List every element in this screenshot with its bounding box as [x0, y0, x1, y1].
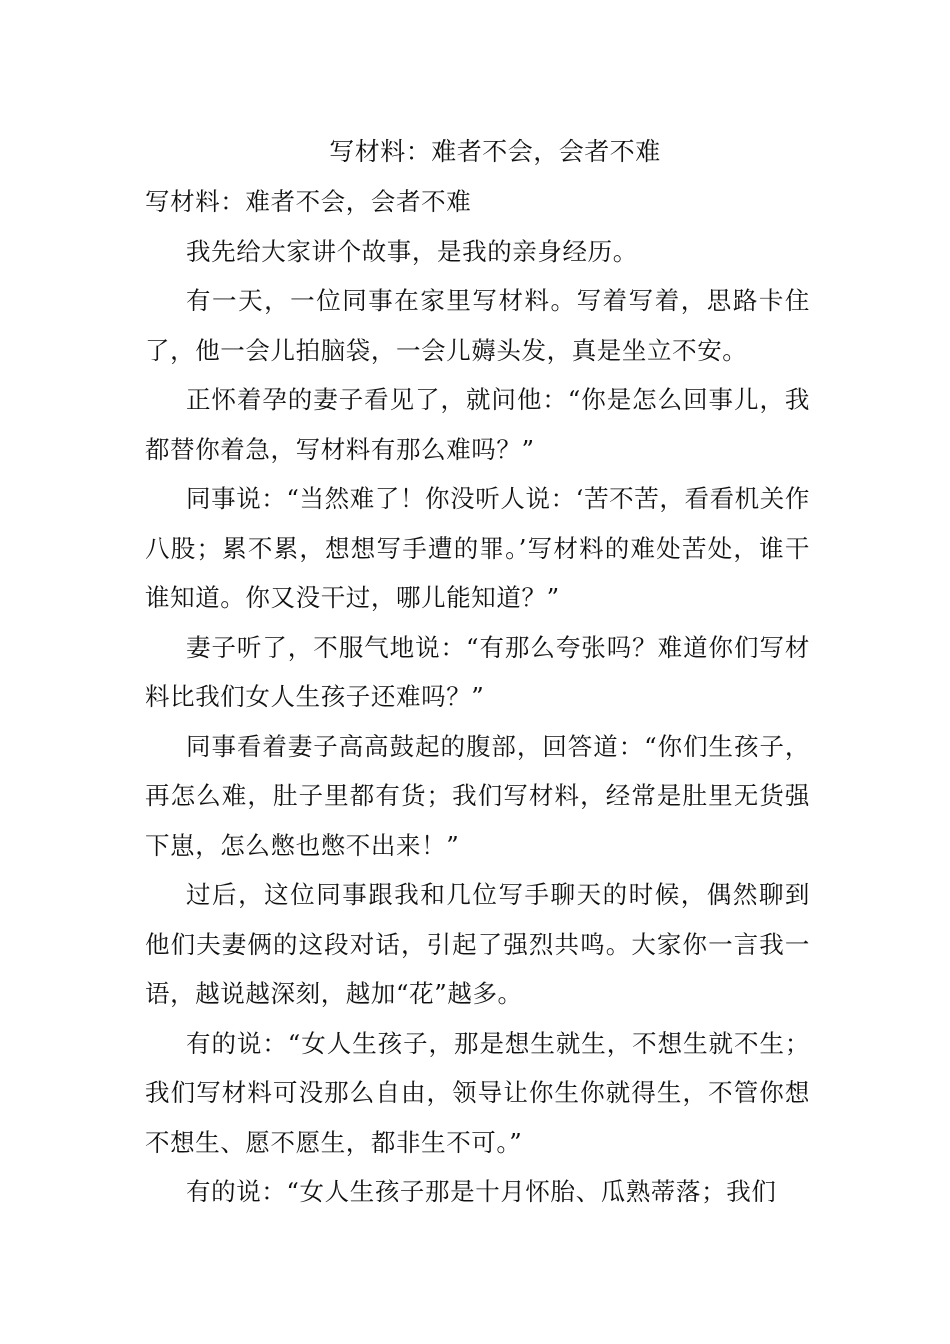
paragraph: 同事说：“当然难了！你没听人说：‘苦不苦，看看机关作八股；累不累，想想写手遭的罪。’写材料的难处苦处，谁干谁知道。你又没干过，哪儿能知道？” — [145, 484, 810, 612]
paragraph: 有一天，一位同事在家里写材料。写着写着，思路卡住了，他一会儿拍脑袋，一会儿薅头发，真是坐立不安。 — [145, 286, 810, 365]
paragraph: 有的说：“女人生孩子那是十月怀胎、瓜熟蒂落；我们 — [186, 1177, 777, 1206]
paragraph: 我先给大家讲个故事，是我的亲身经历。 — [186, 236, 638, 266]
document-subtitle: 写材料：难者不会，会者不难 — [145, 187, 472, 216]
paragraph: 妻子听了，不服气地说：“有那么夸张吗？难道你们写材料比我们女人生孩子还难吗？” — [145, 632, 810, 711]
document-title: 写材料：难者不会，会者不难 — [329, 137, 661, 166]
paragraph: 同事看着妻子高高鼓起的腹部，回答道：“你们生孩子，再怎么难，肚子里都有货；我们写材料，经常是肚里无货强下崽，怎么憋也憋不出来！” — [145, 731, 810, 860]
paragraph: 有的说：“女人生孩子，那是想生就生，不想生就不生；我们写材料可没那么自由，领导让你生你就得生，不管你想不想生、愿不愿生，都非生不可。” — [145, 1028, 810, 1157]
document-body — [145, 177, 810, 1217]
paragraph: 过后，这位同事跟我和几位写手聊天的时候，偶然聊到他们夫妻俩的这段对话，引起了强烈共鸣。大家你一言我一语，越说越深刻，越加“花”越多。 — [145, 880, 810, 1008]
paragraph: 正怀着孕的妻子看见了，就问他：“你是怎么回事儿，我都替你着急，写材料有那么难吗？” — [145, 385, 810, 464]
